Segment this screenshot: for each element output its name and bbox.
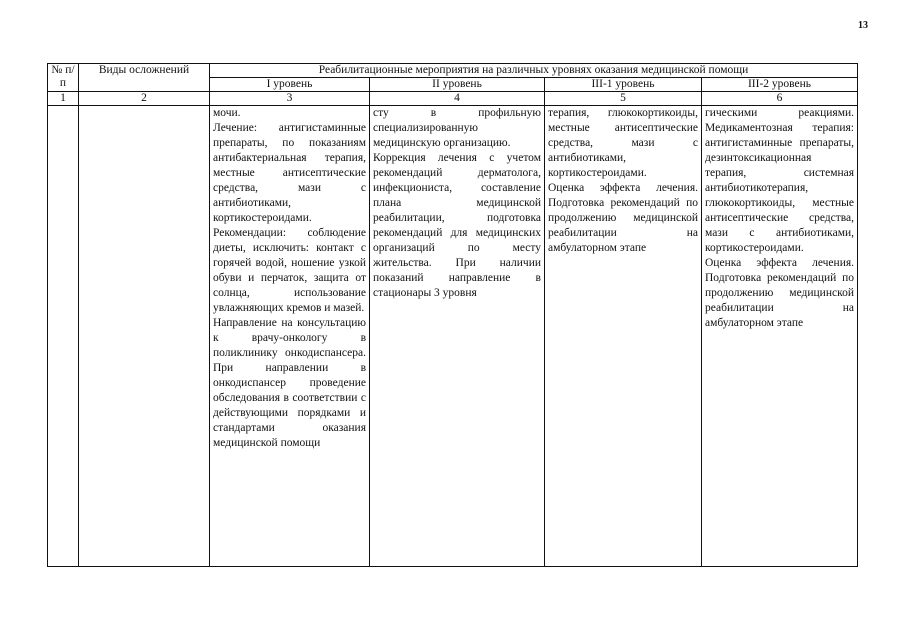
cell-number — [48, 106, 79, 567]
header-level-2: II уровень — [370, 78, 545, 92]
cell-complication-type — [79, 106, 210, 567]
column-number: 6 — [702, 92, 858, 106]
column-number: 5 — [545, 92, 702, 106]
header-rehab-measures: Реабилитационные мероприятия на различных уровнях оказания медицинской помощи — [210, 64, 858, 78]
level-1-paragraph: мочи. — [213, 107, 241, 119]
column-number: 2 — [79, 92, 210, 106]
header-level-3-2: III-2 уровень — [702, 78, 858, 92]
column-number: 1 — [48, 92, 79, 106]
cell-level-1 — [210, 106, 370, 567]
level-3-1-paragraph: Оценка эффекта лечения. Подготовка рекомендаций по продолжению медицинской реабилитации на амбулаторном этапе — [548, 182, 698, 254]
page-number: 13 — [858, 20, 868, 31]
header-complication-types: Виды осложнений — [79, 64, 210, 92]
header-level-1: I уровень — [210, 78, 370, 92]
column-number: 4 — [370, 92, 545, 106]
level-1-paragraph: Лечение: антигистаминные препараты, по показаниям антибактериальная терапия, местные антисептические средства, мази с антибиотиками, кортикостероидами. Рекомендации: соблюдение диеты, исключить: контакт с горячей водой, ношение узкой обуви и перчаток, защита от солнца, использование увлажняющих кремов и мазей. — [213, 122, 366, 314]
rehabilitation-table — [47, 63, 858, 567]
level-2-paragraph: Коррекция лечения с учетом рекомендаций дерматолога, инфекциониста, составление плана медицинской реабилитации, подготовка рекомендаций для медицинских организаций по месту жительства. При наличии показаний направление в стационары 3 уровня — [373, 152, 541, 299]
column-number: 3 — [210, 92, 370, 106]
level-3-2-paragraph: гическими реакциями. Медикаментозная терапия: антигистаминные препараты, дезинтоксикационная терапия, системная антибиотикотерапия, глюкокортикоиды, местные антисептические средства, мази с антибиотиками, кортикостероидами. — [705, 107, 855, 254]
cell-level-3-1 — [545, 106, 702, 567]
cell-level-3-2 — [702, 106, 858, 567]
cell-level-2 — [370, 106, 545, 567]
level-3-2-paragraph: Оценка эффекта лечения. Подготовка рекомендаций по продолжению медицинской реабилитации на амбулаторном этапе — [705, 257, 855, 329]
level-1-paragraph: Направление на консультацию к врачу-онкологу в поликлинику онкодиспансера. При направлении в онкодиспансер проведение обследования в соответствии с действующими порядками и стандартами оказания медицинской помощи — [213, 317, 366, 449]
header-level-3-1: III-1 уровень — [545, 78, 702, 92]
header-number: № п/п — [48, 64, 79, 92]
level-3-1-paragraph: терапия, глюкокортикоиды, местные антисептические средства, мази с антибиотиками, кортикостероидами. — [548, 107, 698, 179]
level-2-paragraph: сту в профильную специализированную медицинскую организацию. — [373, 107, 541, 149]
